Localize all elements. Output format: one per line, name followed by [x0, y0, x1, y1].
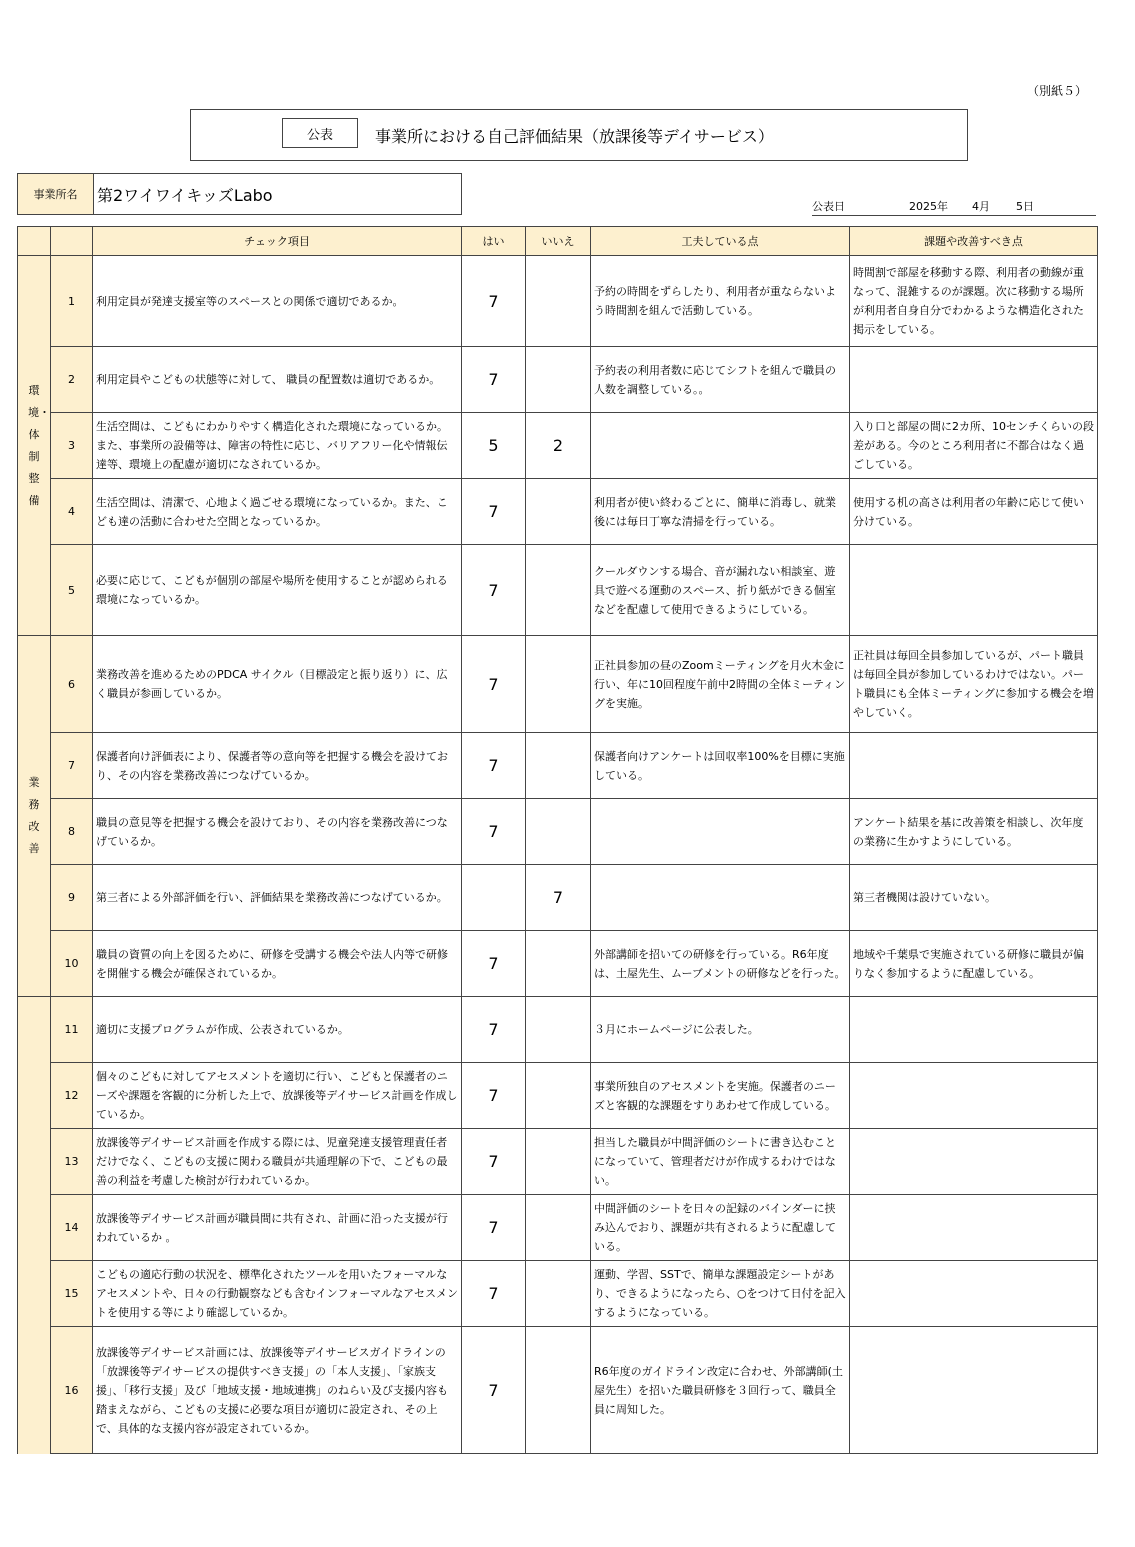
table-row: [18, 1195, 1098, 1261]
publication-date-label: 公表日: [812, 200, 845, 213]
no-count: [526, 1063, 591, 1129]
issues: 第三者機関は設けていない。: [850, 865, 1098, 931]
item-text: こどもの適応行動の状況を、標準化されたツールを用いたフォーマルなアセスメントや、日々の行動観察なども含むインフォーマルなアセスメントを使用する等により確認しているか。: [93, 1261, 462, 1327]
issues: [850, 347, 1098, 413]
issues: [850, 1129, 1098, 1195]
yes-count: [462, 865, 526, 931]
header-row: [18, 227, 1098, 256]
table-row: [18, 931, 1098, 997]
no-count: [526, 479, 591, 545]
good-points: 事業所独自のアセスメントを実施。保護者のニーズと客観的な課題をすりあわせて作成している。: [591, 1063, 850, 1129]
good-points: 利用者が使い終わるごとに、簡単に消毒し、就業後には毎日丁寧な清掃を行っている。: [591, 479, 850, 545]
good-points: [591, 799, 850, 865]
item-text: 生活空間は、こどもにわかりやすく構造化された環境になっているか。また、事業所の設備等は、障害の特性に応じ、バリアフリー化や情報伝達等、環境上の配慮が適切になされているか。: [93, 413, 462, 479]
item-text: 適切に支援プログラムが作成、公表されているか。: [93, 997, 462, 1063]
table-row: [18, 479, 1098, 545]
table-row: [18, 545, 1098, 636]
issues: 使用する机の高さは利用者の年齢に応じて使い分けている。: [850, 479, 1098, 545]
good-points: R6年度のガイドライン改定に合わせ、外部講師(土屋先生）を招いた職員研修を３回行って、職員全員に周知した。: [591, 1327, 850, 1454]
issues: [850, 1063, 1098, 1129]
yes-count: 7: [462, 347, 526, 413]
section-header: [18, 227, 51, 256]
good-points: 正社員参加の昼のZoomミーティングを月火木金に行い、年に10回程度午前中2時間の全体ミーティングを実施。: [591, 636, 850, 733]
no-count: [526, 733, 591, 799]
item-number: 10: [51, 931, 93, 997]
publication-day: 5日: [1016, 200, 1034, 213]
publication-tag: 公表: [282, 118, 358, 148]
table-row: [18, 636, 1098, 733]
no-count: [526, 799, 591, 865]
no-count: [526, 997, 591, 1063]
publication-date: [812, 197, 1096, 216]
item-number: 8: [51, 799, 93, 865]
no-count: [526, 636, 591, 733]
section-label-cell: [18, 636, 51, 997]
item-number: 16: [51, 1327, 93, 1454]
item-text: 利用定員やこどもの状態等に対して、 職員の配置数は適切であるか。: [93, 347, 462, 413]
item-text: 放課後等デイサービス計画が職員間に共有され、計画に沿った支援が行われているか 。: [93, 1195, 462, 1261]
yes-header: はい: [462, 227, 526, 256]
item-number: 13: [51, 1129, 93, 1195]
item-text: 業務改善を進めるためのPDCA サイクル（目標設定と振り返り）に、広く職員が参画しているか。: [93, 636, 462, 733]
publication-month: 4月: [972, 200, 990, 213]
good-points: クールダウンする場合、音が漏れない相談室、遊具で遊べる運動のスペース、折り紙ができる個室などを配慮して使用できるようにしている。: [591, 545, 850, 636]
issues: [850, 1261, 1098, 1327]
table-row: [18, 799, 1098, 865]
issues: [850, 1195, 1098, 1261]
office-name: 第2ワイワイキッズLabo: [97, 185, 273, 205]
no-count: [526, 1327, 591, 1454]
table-row: [18, 413, 1098, 479]
good-points: 担当した職員が中間評価のシートに書き込むことになっていて、管理者だけが作成するわけではない。: [591, 1129, 850, 1195]
no-header: いいえ: [526, 227, 591, 256]
no-count: [526, 256, 591, 347]
no-count: [526, 931, 591, 997]
yes-count: 7: [462, 997, 526, 1063]
publication-year: 2025年: [909, 200, 948, 213]
item-text: 必要に応じて、こどもが個別の部屋や場所を使用することが認められる環境になっているか。: [93, 545, 462, 636]
number-header: [51, 227, 93, 256]
section-label-cell: [18, 997, 51, 1454]
good-points-header: 工夫している点: [591, 227, 850, 256]
office-box: [17, 173, 462, 215]
good-points: 予約表の利用者数に応じてシフトを組んで職員の人数を調整している。。: [591, 347, 850, 413]
no-count: [526, 545, 591, 636]
yes-count: 7: [462, 1261, 526, 1327]
good-points: [591, 865, 850, 931]
item-number: 4: [51, 479, 93, 545]
good-points: ３月にホームページに公表した。: [591, 997, 850, 1063]
issues: 時間割で部屋を移動する際、利用者の動線が重なって、混雑するのが課題。次に移動する場所が利用者自身自分でわかるような構造化された掲示をしている。: [850, 256, 1098, 347]
item-header: チェック項目: [93, 227, 462, 256]
item-number: 7: [51, 733, 93, 799]
item-text: 第三者による外部評価を行い、評価結果を業務改善につなげているか。: [93, 865, 462, 931]
item-text: 個々のこどもに対してアセスメントを適切に行い、こどもと保護者のニーズや課題を客観的に分析した上で、放課後等デイサービス計画を作成しているか。: [93, 1063, 462, 1129]
no-count: [526, 1261, 591, 1327]
no-count: [526, 347, 591, 413]
yes-count: 7: [462, 1129, 526, 1195]
item-text: 放課後等デイサービス計画を作成する際には、児童発達支援管理責任者だけでなく、こどもの支援に関わる職員が共通理解の下で、こどもの最善の利益を考慮した検討が行われているか。: [93, 1129, 462, 1195]
item-number: 15: [51, 1261, 93, 1327]
table-row: [18, 256, 1098, 347]
yes-count: 7: [462, 799, 526, 865]
table-row: [18, 1063, 1098, 1129]
issues: [850, 733, 1098, 799]
page-title: 事業所における自己評価結果（放課後等デイサービス）: [375, 126, 774, 146]
issues: [850, 997, 1098, 1063]
item-text: 職員の意見等を把握する機会を設けており、その内容を業務改善につなげているか。: [93, 799, 462, 865]
no-count: 2: [526, 413, 591, 479]
issues: 地域や千葉県で実施されている研修に職員が偏りなく参加するように配慮している。: [850, 931, 1098, 997]
yes-count: 7: [462, 1327, 526, 1454]
good-points: 中間評価のシートを日々の記録のバインダーに挟み込んでおり、課題が共有されるように配慮している。: [591, 1195, 850, 1261]
issues: アンケート結果を基に改善策を相談し、次年度の業務に生かすようにしている。: [850, 799, 1098, 865]
issues: [850, 545, 1098, 636]
no-count: [526, 1195, 591, 1261]
good-points: [591, 413, 850, 479]
yes-count: 7: [462, 1195, 526, 1261]
table-row: [18, 1327, 1098, 1454]
title-box: [190, 109, 968, 161]
item-number: 9: [51, 865, 93, 931]
yes-count: 7: [462, 256, 526, 347]
evaluation-table: [17, 226, 1098, 1454]
item-number: 5: [51, 545, 93, 636]
item-text: 生活空間は、清潔で、心地よく過ごせる環境になっているか。また、こども達の活動に合わせた空間となっているか。: [93, 479, 462, 545]
item-text: 保護者向け評価表により、保護者等の意向等を把握する機会を設けており、その内容を業務改善につなげているか。: [93, 733, 462, 799]
section-label: 環境・体制整備: [28, 383, 50, 507]
yes-count: 7: [462, 636, 526, 733]
section-label: 業務改善: [28, 776, 40, 855]
section-label-cell: [18, 256, 51, 636]
item-text: 利用定員が発達支援室等のスペースとの関係で適切であるか。: [93, 256, 462, 347]
table-row: [18, 997, 1098, 1063]
yes-count: 5: [462, 413, 526, 479]
item-number: 14: [51, 1195, 93, 1261]
no-count: 7: [526, 865, 591, 931]
no-count: [526, 1129, 591, 1195]
item-number: 1: [51, 256, 93, 347]
issues: [850, 1327, 1098, 1454]
office-label: 事業所名: [18, 174, 94, 214]
table-row: [18, 347, 1098, 413]
item-number: 6: [51, 636, 93, 733]
yes-count: 7: [462, 1063, 526, 1129]
good-points: 運動、学習、SSTで、簡単な課題設定シートがあり、できるようになったら、○をつけて日付を記入するようになっている。: [591, 1261, 850, 1327]
annex-label: （別紙５）: [1026, 84, 1087, 98]
item-number: 12: [51, 1063, 93, 1129]
item-number: 2: [51, 347, 93, 413]
issues: 入り口と部屋の間に2カ所、10センチくらいの段差がある。今のところ利用者に不都合はなく過ごしている。: [850, 413, 1098, 479]
table-row: [18, 865, 1098, 931]
good-points: 保護者向けアンケートは回収率100%を目標に実施している。: [591, 733, 850, 799]
yes-count: 7: [462, 931, 526, 997]
issues-header: 課題や改善すべき点: [850, 227, 1098, 256]
good-points: 外部講師を招いての研修を行っている。R6年度は、土屋先生、ムーブメントの研修などを行った。: [591, 931, 850, 997]
table-row: [18, 1129, 1098, 1195]
table-row: [18, 733, 1098, 799]
yes-count: 7: [462, 479, 526, 545]
item-text: 職員の資質の向上を図るために、研修を受講する機会や法人内等で研修を開催する機会が確保されているか。: [93, 931, 462, 997]
good-points: 予約の時間をずらしたり、利用者が重ならないよう時間割を組んで活動している。: [591, 256, 850, 347]
yes-count: 7: [462, 545, 526, 636]
item-number: 3: [51, 413, 93, 479]
table-row: [18, 1261, 1098, 1327]
item-text: 放課後等デイサービス計画には、放課後等デイサービスガイドラインの「放課後等デイサービスの提供すべき支援」の「本人支援」、「家族支援」、「移行支援」及び「地域支援・地域連携」のねらい及び支援内容も踏まえながら、こどもの支援に必要な項目が適切に設定され、その上で、具体的な支援内容が設定されているか。: [93, 1327, 462, 1454]
yes-count: 7: [462, 733, 526, 799]
issues: 正社員は毎回全員参加しているが、パート職員は毎回全員が参加しているわけではない。パート職員にも全体ミーティングに参加する機会を増やしていく。: [850, 636, 1098, 733]
item-number: 11: [51, 997, 93, 1063]
